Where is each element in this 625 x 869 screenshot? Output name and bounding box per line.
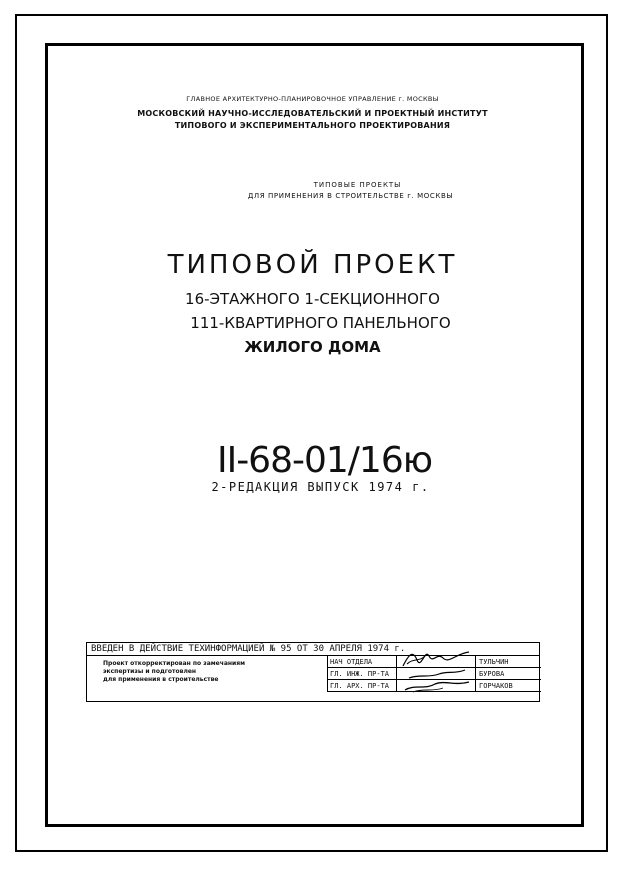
stamp-note: Проект откорректирован по замечаниям экспертизы и подготовлен для применения в строительстве (103, 660, 245, 683)
signatory-name: ТУЛЬЧИН (475, 656, 541, 668)
edition-info: 2-РЕДАКЦИЯ ВЫПУСК 1974 г. (211, 480, 430, 494)
signatory-name: ГОРЧАКОВ (475, 680, 541, 692)
subtitle-line-1: 16-ЭТАЖНОГО 1-СЕКЦИОННОГО (185, 290, 440, 308)
stamp-header: ВВЕДЕН В ДЕЙСТВИЕ ТЕХИНФОРМАЦИЕЙ № 95 ОТ 30 АПРЕЛЯ 1974 г. (86, 642, 540, 656)
subtitle-line-3: ЖИЛОГО ДОМА (244, 338, 381, 356)
approval-stamp (86, 642, 540, 702)
project-code: II-68-01/16ю (216, 440, 433, 481)
organization-line-3: ТИПОВОГО И ЭКСПЕРИМЕНТАЛЬНОГО ПРОЕКТИРОВАНИЯ (174, 121, 451, 130)
stamp-body (86, 656, 540, 702)
signatory-role: НАЧ ОТДЕЛА (327, 656, 397, 668)
subtitle-line-2: 111-КВАРТИРНОГО ПАНЕЛЬНОГО (190, 314, 451, 332)
series-line-2: ДЛЯ ПРИМЕНЕНИЯ В СТРОИТЕЛЬСТВЕ г. МОСКВЫ (247, 192, 454, 200)
signatory-role: ГЛ. ИНЖ. ПР-ТА (327, 668, 397, 680)
signature-table (327, 656, 541, 702)
handwritten-signatures (399, 644, 475, 704)
signatory-role: ГЛ. АРХ. ПР-ТА (327, 680, 397, 692)
organization-line-1: ГЛАВНОЕ АРХИТЕКТУРНО-ПЛАНИРОВОЧНОЕ УПРАВЛЕНИЕ г. МОСКВЫ (186, 95, 439, 103)
organization-line-2: МОСКОВСКИЙ НАУЧНО-ИССЛЕДОВАТЕЛЬСКИЙ И ПРОЕКТНЫЙ ИНСТИТУТ (137, 109, 488, 118)
inner-border (45, 43, 584, 827)
series-line-1: ТИПОВЫЕ ПРОЕКТЫ (313, 181, 402, 189)
document-title: ТИПОВОЙ ПРОЕКТ (167, 250, 458, 280)
signatory-name: БУРОВА (475, 668, 541, 680)
